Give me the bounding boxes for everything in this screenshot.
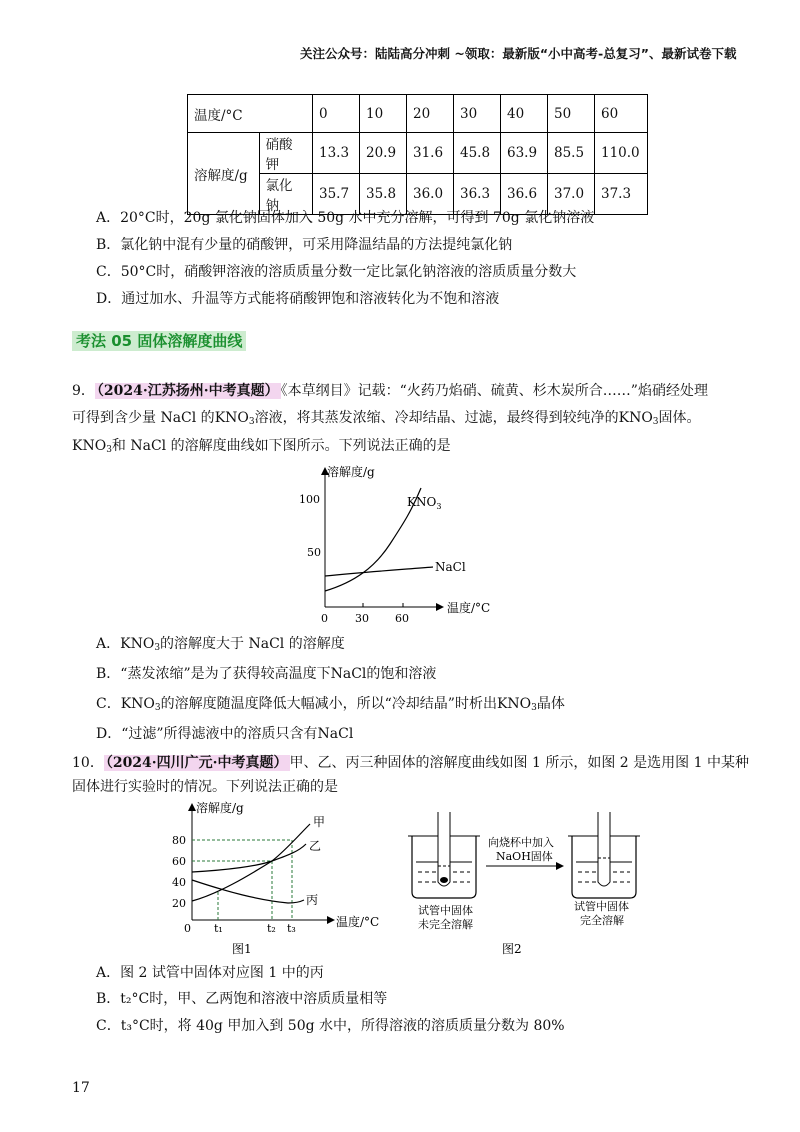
option-text: 的溶解度大于 NaCl 的溶解度 (160, 636, 345, 652)
x-tick-label: t₁ (214, 922, 223, 935)
q9-text: 固体。 (658, 410, 701, 426)
q8-option-c: C．50°C时，硝酸钾溶液的溶质质量分数一定比氯化钠溶液的溶质质量分数大 (96, 264, 577, 280)
x-tick-label: 30 (355, 612, 369, 625)
table-cell: 36.6 (501, 174, 548, 215)
table-cell: 60 (595, 95, 648, 133)
undissolved-solid (440, 877, 448, 883)
table-cell: 63.9 (501, 133, 548, 174)
table-cell-temp-label: 温度/°C (188, 95, 313, 133)
option-text: 晶体 (536, 696, 565, 712)
fig1-caption: 图1 (232, 942, 252, 956)
table-cell: 37.3 (595, 174, 648, 215)
q9-line-1 (72, 381, 708, 401)
q9-text: 可得到含少量 NaCl 的 (72, 410, 215, 426)
q8-option-b: B．氯化钠中混有少量的硝酸钾，可采用降温结晶的方法提纯氯化钠 (96, 237, 513, 253)
y-tick-label: 40 (172, 876, 186, 889)
yi-label: 乙 (309, 839, 322, 853)
formula-text: KNO (214, 410, 249, 426)
option-text: 的饱和溶液 (366, 666, 437, 682)
q9-solubility-chart (295, 462, 515, 630)
option-text: 的溶解度随温度降低大幅减小，所以“冷却结晶”时析出 (160, 696, 497, 712)
left-caption-2: 未完全溶解 (418, 918, 473, 931)
q10-option-b: B．t₂°C时，甲、乙两饱和溶液中溶质质量相等 (96, 991, 388, 1007)
formula-text: KNO (496, 696, 532, 712)
x-tick-label: t₂ (267, 922, 276, 935)
jia-label: 甲 (313, 815, 326, 829)
yi-curve (192, 844, 306, 872)
arrow-head (556, 862, 564, 870)
table-cell-kno3: 硝酸钾 (259, 133, 312, 174)
table-cell-sol-label: 溶解度/g (188, 133, 260, 215)
fig2-caption: 图2 (502, 942, 522, 956)
y-tick-label: 60 (172, 855, 186, 868)
formula-sub: 3 (248, 417, 255, 427)
origin-label: 0 (321, 612, 328, 625)
formula-text: KNO (120, 636, 155, 652)
table-cell: 110.0 (595, 133, 648, 174)
q9-option-a (96, 634, 345, 658)
q9-number: 9． (72, 383, 95, 399)
right-caption-1: 试管中固体 (574, 900, 629, 913)
section-title: 考法 05 固体溶解度曲线 (72, 331, 246, 351)
formula-sub: 3 (106, 445, 112, 455)
table-cell: 85.5 (548, 133, 595, 174)
option-text: B．“蒸发浓缩”是为了获得较高温度下 (96, 666, 331, 682)
formula-text: KNO (618, 410, 653, 426)
x-axis-label: 温度/°C (336, 915, 380, 929)
q9-text: 《本草纲目》记载：“火药乃焰硝、硫黄、杉木炭所合……”焰硝经处理 (280, 383, 708, 399)
curve-label-sub: 3 (436, 502, 442, 511)
q9-source-tag: （2024·江苏扬州·中考真题） (96, 383, 279, 399)
y-axis-label: 溶解度/g (327, 465, 375, 479)
table-cell-nacl: 氯化钠 (259, 174, 312, 215)
q10-figure-1 (168, 800, 398, 960)
q10-line-1 (72, 753, 749, 773)
q9-option-c (96, 694, 565, 718)
q10-option-c: C．t₃°C时，将 40g 甲加入到 50g 水中，所得溶液的溶质质量分数为 80% (96, 1018, 565, 1034)
q10-line-2: 固体进行实验时的情况。下列说法正确的是 (72, 779, 338, 795)
table-cell: 45.8 (454, 133, 501, 174)
x-tick-label: 60 (395, 612, 409, 625)
nacl-curve (325, 567, 433, 576)
q10-option-a: A．图 2 试管中固体对应图 1 中的丙 (96, 965, 324, 981)
q8-option-d: D．通过加水、升温等方式能将硝酸钾饱和溶液转化为不饱和溶液 (96, 291, 500, 307)
formula-sub: 3 (154, 703, 161, 713)
table-row (188, 95, 648, 133)
page-number: 17 (72, 1080, 90, 1096)
origin-label: 0 (184, 922, 191, 935)
curve-label-text: KNO (407, 495, 437, 509)
formula-text: KNO (72, 438, 107, 454)
formula-sub: 3 (154, 643, 161, 653)
q9-line-3 (72, 436, 451, 460)
kno3-formula (120, 636, 160, 652)
right-caption-2: 完全溶解 (580, 914, 624, 927)
option-letter: A． (96, 636, 121, 652)
table-cell: 10 (360, 95, 407, 133)
header-note: 关注公众号：陆陆高分冲刺 ~领取：最新版“小中高考-总复习”、最新试卷下载 (300, 46, 737, 61)
q9-line-2 (72, 408, 701, 432)
y-axis-label: 溶解度/g (196, 801, 244, 815)
kno3-formula (619, 410, 659, 426)
left-caption-1: 试管中固体 (418, 904, 473, 917)
table-cell: 35.8 (360, 174, 407, 215)
table-cell: 36.0 (407, 174, 454, 215)
left-beaker (408, 812, 480, 898)
table-cell: 0 (313, 95, 360, 133)
right-beaker (568, 812, 640, 898)
option-text: D．“过滤”所得滤液中的溶质只含有 (96, 726, 318, 742)
nacl-formula: NaCl (330, 666, 367, 682)
q10-text: 甲、乙、丙三种固体的溶解度曲线如图 1 所示，如图 2 是选用图 1 中某种 (289, 755, 749, 771)
y-tick-label: 100 (299, 493, 320, 506)
q10-figure-2 (400, 800, 660, 960)
x-axis-label: 温度/°C (447, 601, 491, 615)
arrow-text-1: 向烧杯中加入 (488, 836, 554, 849)
q8-option-a: A．20°C时，20g 氯化钠固体加入 50g 水中充分溶解，可得到 70g 氯化钠溶液 (96, 210, 595, 226)
nacl-curve-label: NaCl (435, 560, 466, 574)
table-cell: 36.3 (454, 174, 501, 215)
nacl-formula: NaCl (317, 726, 354, 742)
table-cell: 35.7 (313, 174, 360, 215)
y-tick-label: 20 (172, 897, 186, 910)
arrow-text-2: NaOH固体 (496, 850, 553, 863)
q9-text: 和 NaCl 的溶解度曲线如下图所示。下列说法正确的是 (111, 438, 451, 454)
q9-option-b (96, 664, 436, 684)
kno3-formula (72, 438, 112, 454)
bing-curve (192, 880, 304, 903)
y-tick-label: 50 (307, 546, 321, 559)
kno3-formula (497, 696, 537, 712)
formula-sub: 3 (652, 417, 659, 427)
table-cell: 40 (501, 95, 548, 133)
y-tick-label: 80 (172, 834, 186, 847)
kno3-formula (121, 696, 161, 712)
table-cell: 13.3 (313, 133, 360, 174)
table-row (188, 133, 648, 174)
formula-sub: 3 (531, 703, 537, 713)
table-cell: 20.9 (360, 133, 407, 174)
q10-number: 10． (72, 755, 104, 771)
table-cell: 20 (407, 95, 454, 133)
bing-label: 丙 (306, 893, 319, 907)
table-cell: 31.6 (407, 133, 454, 174)
q10-source-tag: （2024·四川广元·中考真题） (105, 755, 288, 771)
table-cell: 30 (454, 95, 501, 133)
x-tick-label: t₃ (287, 922, 296, 935)
q9-text: 溶液，将其蒸发浓缩、冷却结晶、过滤，最终得到较纯净的 (254, 410, 619, 426)
kno3-formula (215, 410, 255, 426)
table-cell: 37.0 (548, 174, 595, 215)
formula-text: KNO (120, 696, 155, 712)
q9-option-d (96, 724, 353, 744)
solubility-table (187, 94, 648, 215)
kno3-curve-label (407, 495, 441, 511)
option-letter: C． (96, 696, 121, 712)
table-cell: 50 (548, 95, 595, 133)
